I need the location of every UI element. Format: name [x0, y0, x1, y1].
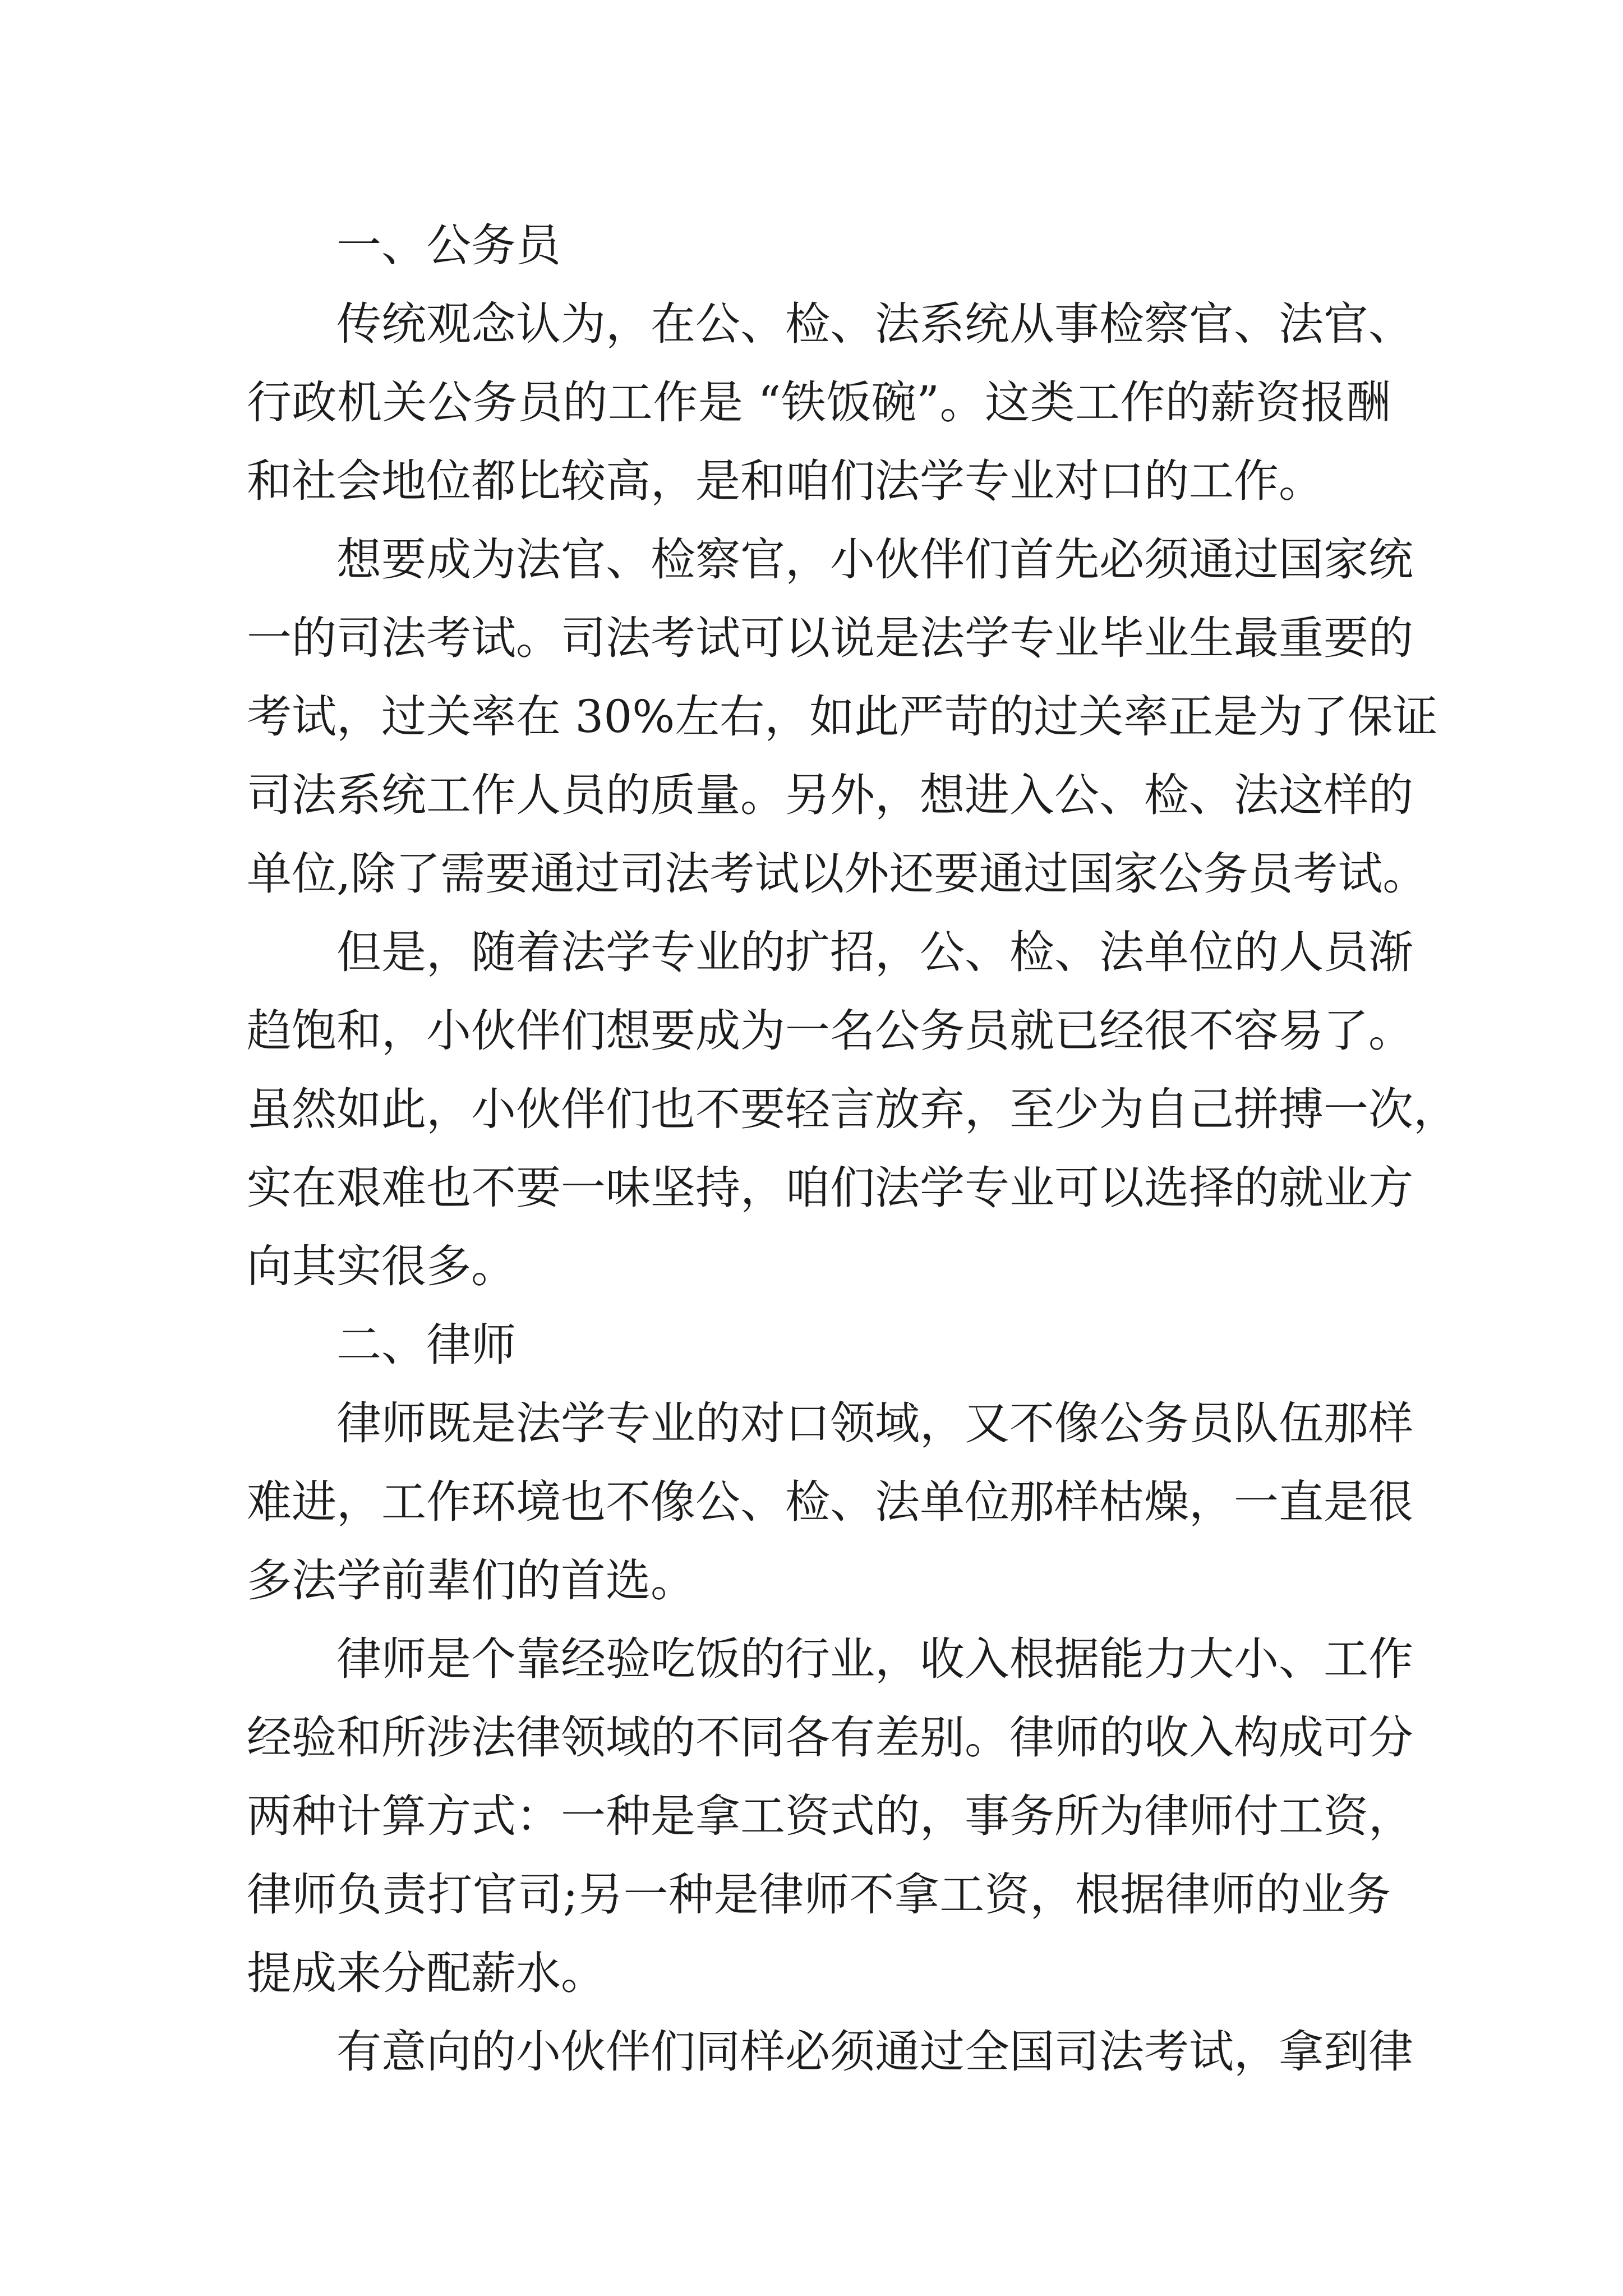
- paragraph-line: 考试，过关率在 30%左右，如此严苛的过关率正是为了保证: [247, 691, 1438, 743]
- paragraph-line: 传统观念认为，在公、检、法系统从事检察官、法官、: [336, 298, 1413, 350]
- paragraph-line: 虽然如此，小伙伴们也不要轻言放弃，至少为自己拼搏一次，: [247, 1083, 1458, 1135]
- paragraph-line: 律师负责打官司;另一种是律师不拿工资，根据律师的业务: [247, 1869, 1391, 1921]
- paragraph-line: 多法学前辈们的首选。: [247, 1554, 695, 1607]
- paragraph-line: 行政机关公务员的工作是 “铁饭碗”。这类工作的薪资报酬: [247, 376, 1391, 429]
- paragraph-line: 难进，工作环境也不像公、检、法单位那样枯燥，一直是很: [247, 1476, 1413, 1528]
- paragraph-line: 和社会地位都比较高，是和咱们法学专业对口的工作。: [247, 455, 1324, 507]
- paragraph-line: 实在艰难也不要一味坚持，咱们法学专业可以选择的就业方: [247, 1162, 1413, 1214]
- paragraph-line: 趋饱和，小伙伴们想要成为一名公务员就已经很不容易了。: [247, 1005, 1413, 1057]
- paragraph-line: 提成来分配薪水。: [247, 1947, 606, 1999]
- paragraph-line: 想要成为法官、检察官，小伙伴们首先必须通过国家统: [336, 533, 1413, 586]
- paragraph-line: 一的司法考试。司法考试可以说是法学专业毕业生最重要的: [247, 612, 1413, 664]
- section-heading-lawyer: 二、律师: [336, 1319, 516, 1371]
- paragraph-line: 有意向的小伙伴们同样必须通过全国司法考试，拿到律: [336, 2026, 1413, 2078]
- paragraph-line: 两种计算方式：一种是拿工资式的，事务所为律师付工资，: [247, 1790, 1413, 1842]
- paragraph-line: 向其实很多。: [247, 1240, 516, 1292]
- section-heading-civil-servant: 一、公务员: [336, 219, 561, 272]
- paragraph-line: 律师是个靠经验吃饭的行业，收入根据能力大小、工作: [336, 1633, 1413, 1685]
- paragraph-line: 经验和所涉法律领域的不同各有差别。律师的收入构成可分: [247, 1711, 1413, 1764]
- paragraph-line: 单位,除了需要通过司法考试以外还要通过国家公务员考试。: [247, 848, 1428, 900]
- paragraph-line: 司法系统工作人员的质量。另外，想进入公、检、法这样的: [247, 769, 1413, 821]
- paragraph-line: 但是，随着法学专业的扩招，公、检、法单位的人员渐: [336, 926, 1413, 978]
- paragraph-line: 律师既是法学专业的对口领域，又不像公务员队伍那样: [336, 1397, 1413, 1450]
